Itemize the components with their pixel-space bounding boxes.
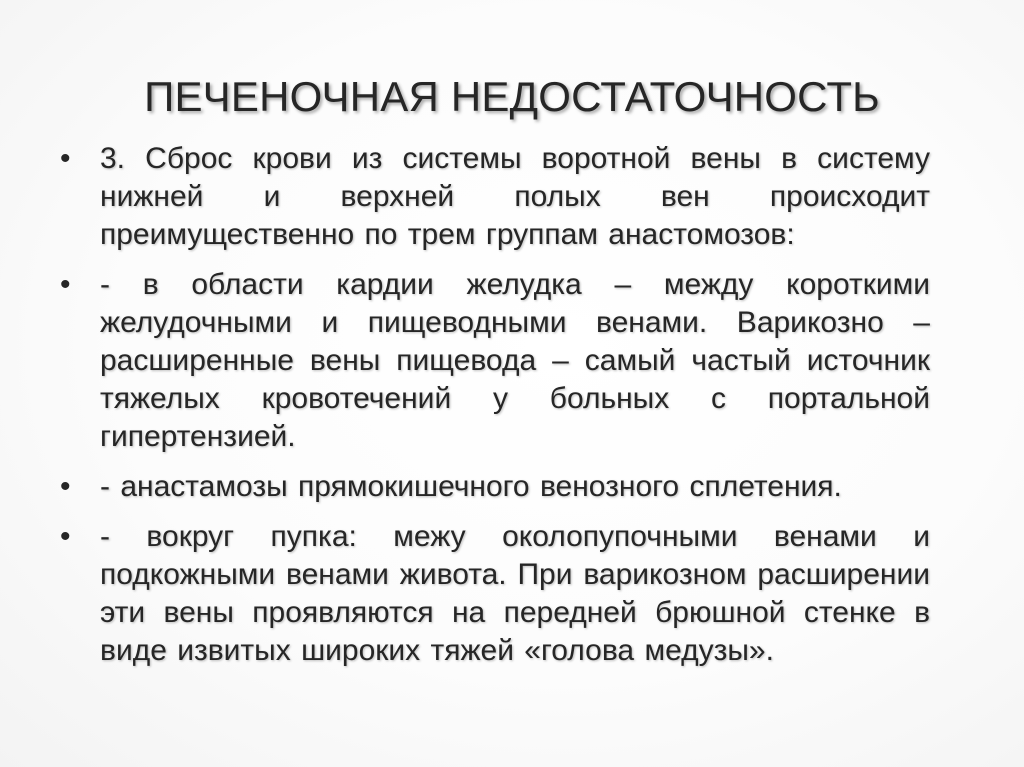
bullet-list [60,140,930,682]
bullet-icon: • [60,520,71,553]
bullet-icon: • [60,268,71,301]
bullet-text: - в области кардии желудка – между короткими желудочными и пищеводными венами. Варикозно – расширенные вены пищевода – самый частый источник тяжелых кровотечений у больных с портальной гипертензией. [100,268,930,453]
bullet-text: - вокруг пупка: межу околопупочными венами и подкожными венами живота. При варикозном расширении эти вены проявляются на передней брюшной стенке в виде извитых широких тяжей «голова медузы». [100,520,930,667]
bullet-icon: • [60,142,71,175]
list-item [60,266,930,456]
list-item [60,140,930,254]
bullet-text: 3. Сброс крови из системы воротной вены в систему нижней и верхней полых вен происходит преимущественно по трем группам анастомозов: [100,142,930,251]
bullet-icon: • [60,470,71,503]
bullet-text: - анастамозы прямокишечного венозного сплетения. [100,470,842,503]
slide-title: ПЕЧЕНОЧНАЯ НЕДОСТАТОЧНОСТЬ [144,73,880,120]
list-item [60,468,930,506]
list-item [60,518,930,670]
